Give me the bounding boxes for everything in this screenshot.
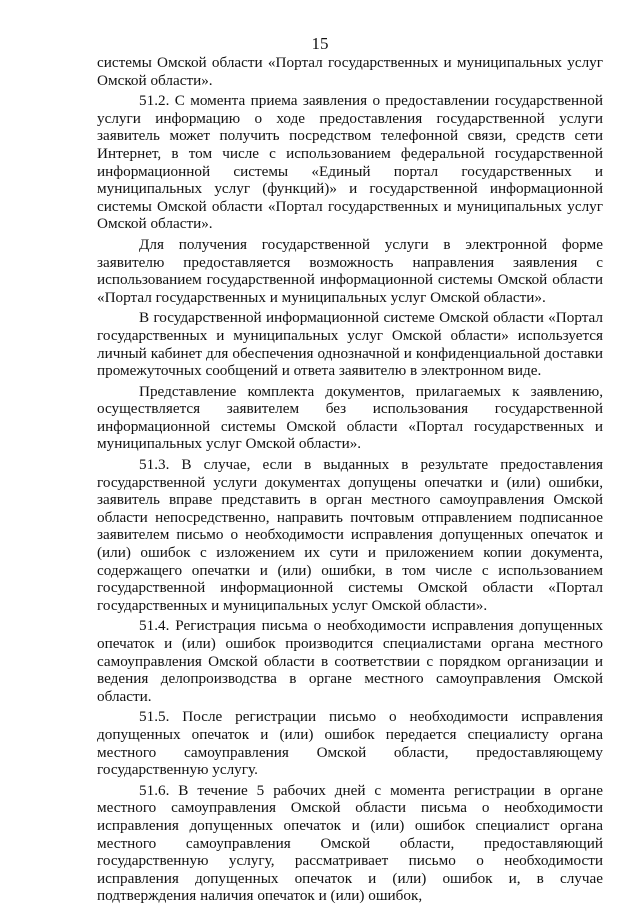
- page-number: 15: [311, 34, 329, 53]
- paragraph-51-2: 51.2. С момента приема заявления о предоставлении государственной услуги информацию о ходе предоставления государственной услуги заявитель может получить посредством телефонной связи, средств сети Интернет, в том числе с использованием федеральной государственной информационной системы «Единый портал государственных и муниципальных услуг (функций)» и государственной информационной системы Омской области «Портал государственных и муниципальных услуг Омской области».: [97, 92, 603, 233]
- document-body: [97, 54, 603, 908]
- paragraph-51-6: 51.6. В течение 5 рабочих дней с момента регистрации в органе местного самоуправления Омской области письма о необходимости исправления допущенных опечаток и (или) ошибок специалист органа местного самоуправления Омской области, предоставляющий государственную услугу, рассматривает письмо о необходимости исправления допущенных опечаток и (или) ошибок и, в случае подтверждения наличия опечаток и (или) ошибок,: [97, 781, 603, 905]
- paragraph-51-4: 51.4. Регистрация письма о необходимости исправления допущенных опечаток и (или) ошибок производится специалистами органа местного самоуправления Омской области в соответствии с порядком организации и ведения делопроизводства в органе местного самоуправления Омской области.: [97, 617, 603, 705]
- paragraph-documents-submission: Представление комплекта документов, прилагаемых к заявлению, осуществляется заявителем без использования государственной информационной системы Омской области «Портал государственных и муниципальных услуг Омской области».: [97, 382, 603, 453]
- paragraph-personal-cabinet: В государственной информационной системе Омской области «Портал государственных и муниципальных услуг Омской области» используется личный кабинет для обеспечения однозначной и конфиденциальной доставки промежуточных сообщений и ответа заявителю в электронном виде.: [97, 309, 603, 380]
- paragraph-electronic-form: Для получения государственной услуги в электронной форме заявителю предоставляется возможность направления заявления с использованием государственной информационной системы Омской области «Портал государственных и муниципальных услуг Омской области».: [97, 235, 603, 306]
- paragraph-51-5: 51.5. После регистрации письмо о необходимости исправления допущенных опечаток и (или) ошибок передается специалисту органа местного самоуправления Омской области, предоставляющему государственную услугу.: [97, 708, 603, 779]
- paragraph-51-3: 51.3. В случае, если в выданных в результате предоставления государственной услуги документах допущены опечатки и (или) ошибки, заявитель вправе представить в орган местного самоуправления Омской области непосредственно, направить почтовым отправлением подписанное заявителем письмо о необходимости исправления допущенных опечаток и (или) ошибок с изложением их сути и приложением копии документа, содержащего опечатки и (или) ошибки, в том числе с использованием государственной информационной системы Омской области «Портал государственных и муниципальных услуг Омской области».: [97, 456, 603, 614]
- paragraph-continuation: системы Омской области «Портал государственных и муниципальных услуг Омской области».: [97, 54, 603, 89]
